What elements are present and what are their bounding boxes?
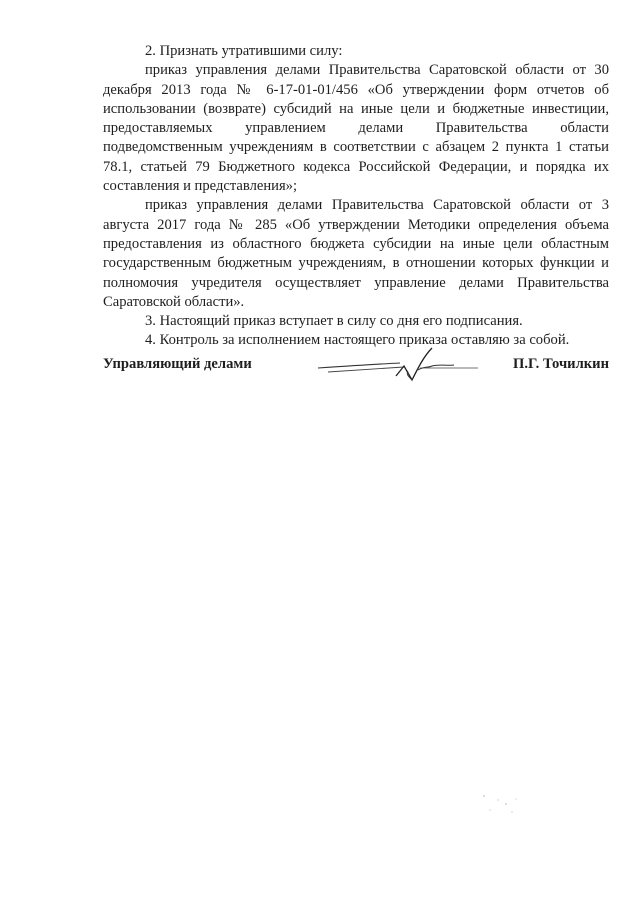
scan-artifact bbox=[476, 790, 536, 820]
signature-block bbox=[103, 356, 609, 386]
signatory-name: П.Г. Точилкин bbox=[513, 356, 609, 372]
document-body bbox=[103, 42, 609, 351]
paragraph-order-2017: приказ управления делами Правительства Саратовской области от 3 августа 2017 года № 285 «Об утверждении Методики определения объема предоставления из областного бюджета субсидии на иные цели областным государственным бюджетным учреждениям, в отношении которых функции и полномочия учредителя осуществляет управление делами Правительства Саратовской области». bbox=[103, 197, 609, 310]
handwritten-signature bbox=[308, 346, 488, 386]
paragraph-3: 3. Настоящий приказ вступает в силу со дня его подписания. bbox=[145, 313, 523, 330]
signatory-title: Управляющий делами bbox=[103, 356, 252, 372]
paragraph-4: 4. Контроль за исполнением настоящего приказа оставляю за собой. bbox=[145, 332, 570, 349]
paragraph-2: 2. Признать утратившими силу: bbox=[145, 43, 343, 59]
paragraph-order-2013: приказ управления делами Правительства Саратовской области от 30 декабря 2013 года № 6-17-01-01/456 «Об утверждении форм отчетов об использовании (возврате) субсидий на иные цели и бюджетные инвестиции, предоставляемых управлением делами Правительства области подведомственным учреждениям в соответствии с абзацем 2 пункта 1 статьи 78.1, статьей 79 Бюджетного кодекса Российской Федерации, и порядка их составления и представления»; bbox=[103, 62, 609, 195]
